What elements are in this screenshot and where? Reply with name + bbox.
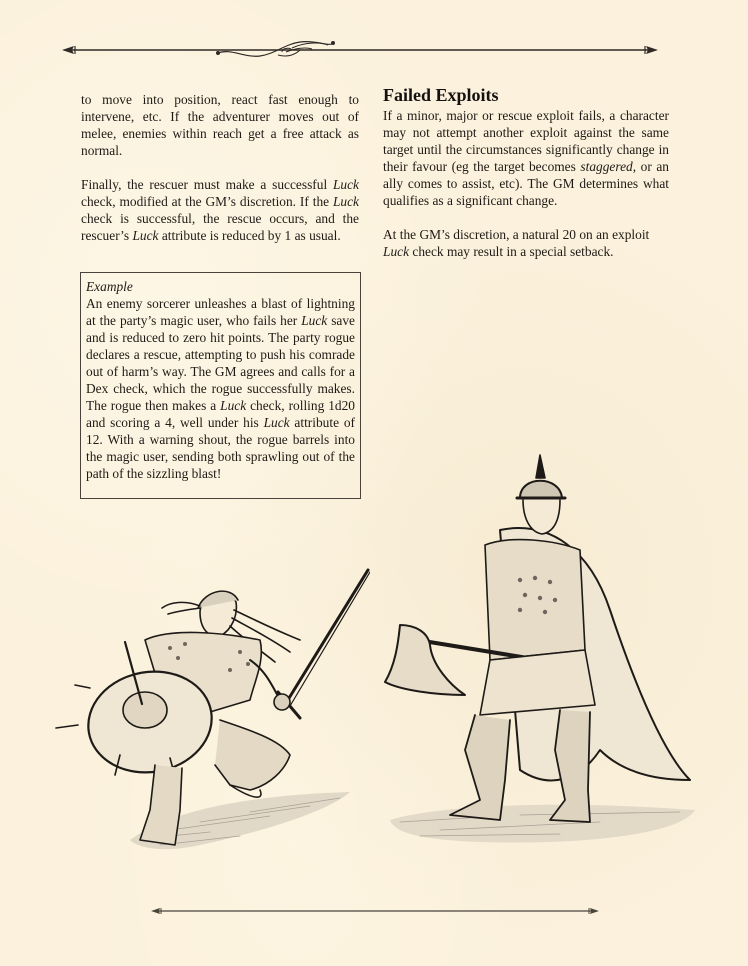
right-column — [383, 85, 669, 277]
section-heading-failed-exploits: Failed Exploits — [383, 85, 499, 105]
illustration-barbarian-warrior — [50, 540, 370, 865]
axe-warrior-illustration-icon — [380, 450, 700, 850]
illustration-axe-warrior — [380, 450, 700, 855]
arrow-rule-divider-icon — [150, 905, 600, 917]
example-body: An enemy sorcerer unleashes a blast of lightning at the party’s magic user, who fails her Luck save and is reduced to zero hit points. The party rogue declares a rescue, attempting to push his comrade out of harm’s way. The GM agrees and calls for a Dex check, which the rogue successfully makes. The rogue then makes a Luck check, rolling 1d20 and scoring a 4, well under his Luck attribute of 12. With a warning shout, the rogue barrels into the magic user, sending both sprawling out of the path of the sizzling blast! — [86, 296, 356, 481]
rescue-luck-check-paragraph: Finally, the rescuer must make a successful Luck check, modified at the GM’s discretion. If the Luck check is successful, the rescue occurs, and the rescuer’s Luck attribute is reduced by 1 as usual. — [81, 177, 359, 243]
top-divider — [60, 38, 660, 68]
example-box — [80, 272, 361, 499]
left-column — [81, 91, 359, 261]
failed-exploits-paragraph: If a minor, major or rescue exploit fails, a character may not attempt another exploit against the same target until the circumstances significantly change in their favour (eg the target becomes staggered, or an ally comes to assist, etc). The GM determines what qualifies as a significant change. — [383, 108, 669, 208]
natural-20-paragraph: At the GM’s discretion, a natural 20 on an exploit Luck check may result in a special setback. — [383, 227, 650, 259]
example-title: Example — [86, 279, 133, 294]
barbarian-warrior-illustration-icon — [50, 540, 370, 860]
ornamental-flourish-divider-icon — [60, 38, 660, 68]
rescue-movement-paragraph: to move into position, react fast enough to intervene, etc. If the adventurer moves out of melee, enemies within reach get a free attack as normal. — [81, 92, 359, 158]
bottom-divider — [150, 905, 600, 917]
